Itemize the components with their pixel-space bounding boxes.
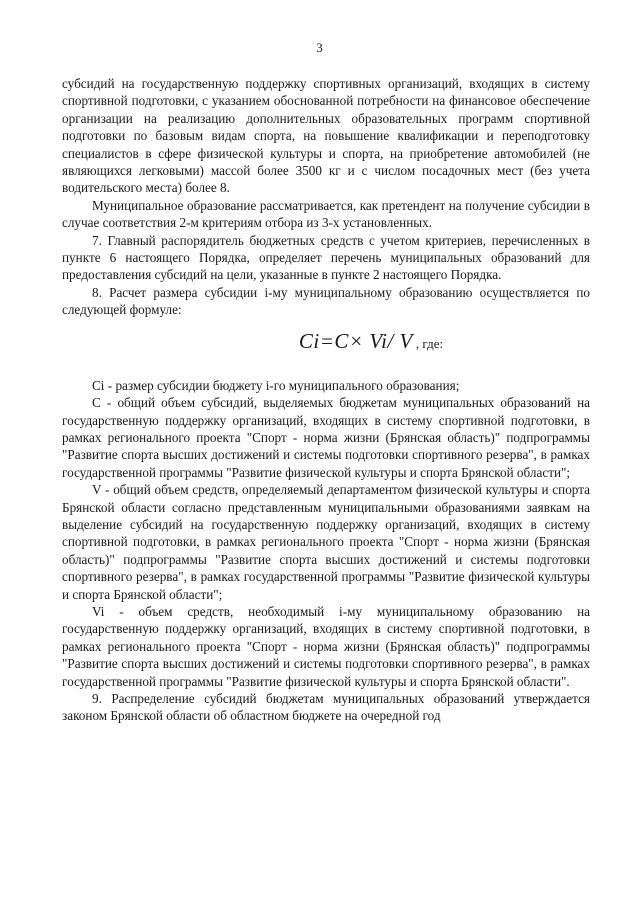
formula-suffix: , где: [415, 335, 444, 351]
paragraph-item-8: 8. Расчет размера субсидии i-му муниципальному образованию осуществляется по следующей формуле: [62, 284, 590, 318]
paragraph-item-7: 7. Главный распорядитель бюджетных средств с учетом критериев, перечисленных в пункте 6 настоящего Порядка, определяет перечень муниципальных образований для предоставления субсидий на цели, указанные в пункте 2 настоящего Порядка. [62, 232, 590, 283]
paragraph-item-9: 9. Распределение субсидий бюджетам муниципальных образований утверждается законом Брянской области об областном бюджете на очередной год [62, 691, 590, 724]
formula [152, 328, 590, 363]
paragraph-def-vi: Vi - объем средств, необходимый i-му муниципальному образованию на государственную поддержку организаций, входящих в систему спортивной подготовки, в рамках регионального проекта "Спорт - норма жизни (Брянская область)" подпрограммы "Развитие спорта высших достижений и системы подготовки спортивного резерва", в рамках государственной программы "Развитие физической культуры и спорта Брянской области". [62, 603, 590, 689]
document-body [62, 75, 590, 725]
paragraph-subsidy-purpose: субсидий на государственную поддержку спортивных организаций, входящих в систему спортивной подготовки, с указанием обоснованной потребности на финансовое обеспечение организации на реализацию дополнительных образовательных программ спортивной подготовки по базовым видам спорта, на повышение квалификации и переподготовку специалистов в сфере физической культуры и спорта, на приобретение автомобилей (не являющихся легковыми) массой более 3500 кг и с числом посадочных мест (без учета водительского места) более 8. [62, 76, 590, 196]
page-number: 3 [316, 40, 323, 55]
formula-expression: Ci=C× Vi/ V [298, 328, 413, 353]
paragraph-candidate: Муниципальное образование рассматривается, как претендент на получение субсидии в случае соответствия 2-м критериям отбора из 3-х установленных. [62, 197, 590, 231]
paragraphs-bottom [62, 377, 590, 725]
paragraph-def-ci: Ci - размер субсидии бюджету i-го муниципального образования; [92, 377, 460, 393]
paragraph-def-v: V - общий объем средств, определяемый департаментом физической культуры и спорта Брянской области согласно представленным муниципальными образованиями заявкам на выделение субсидий на государственную поддержку организаций, входящих в систему спортивной подготовки, в рамках регионального проекта "Спорт - норма жизни (Брянская область)" подпрограммы "Развитие спорта высших достижений и системы подготовки спортивного резерва", в рамках государственной программы "Развитие физической культуры и спорта Брянской области"; [62, 482, 590, 602]
paragraph-def-c: С - общий объем субсидий, выделяемых бюджетам муниципальных образований на государственную поддержку организаций, входящих в систему спортивной подготовки, в рамках регионального проекта "Спорт - норма жизни (Брянская область)" подпрограммы "Развитие спорта высших достижений и системы подготовки спортивного резерва", в рамках государственной программы "Развитие физической культуры и спорта Брянской области"; [62, 395, 590, 480]
paragraphs-top [62, 75, 590, 319]
